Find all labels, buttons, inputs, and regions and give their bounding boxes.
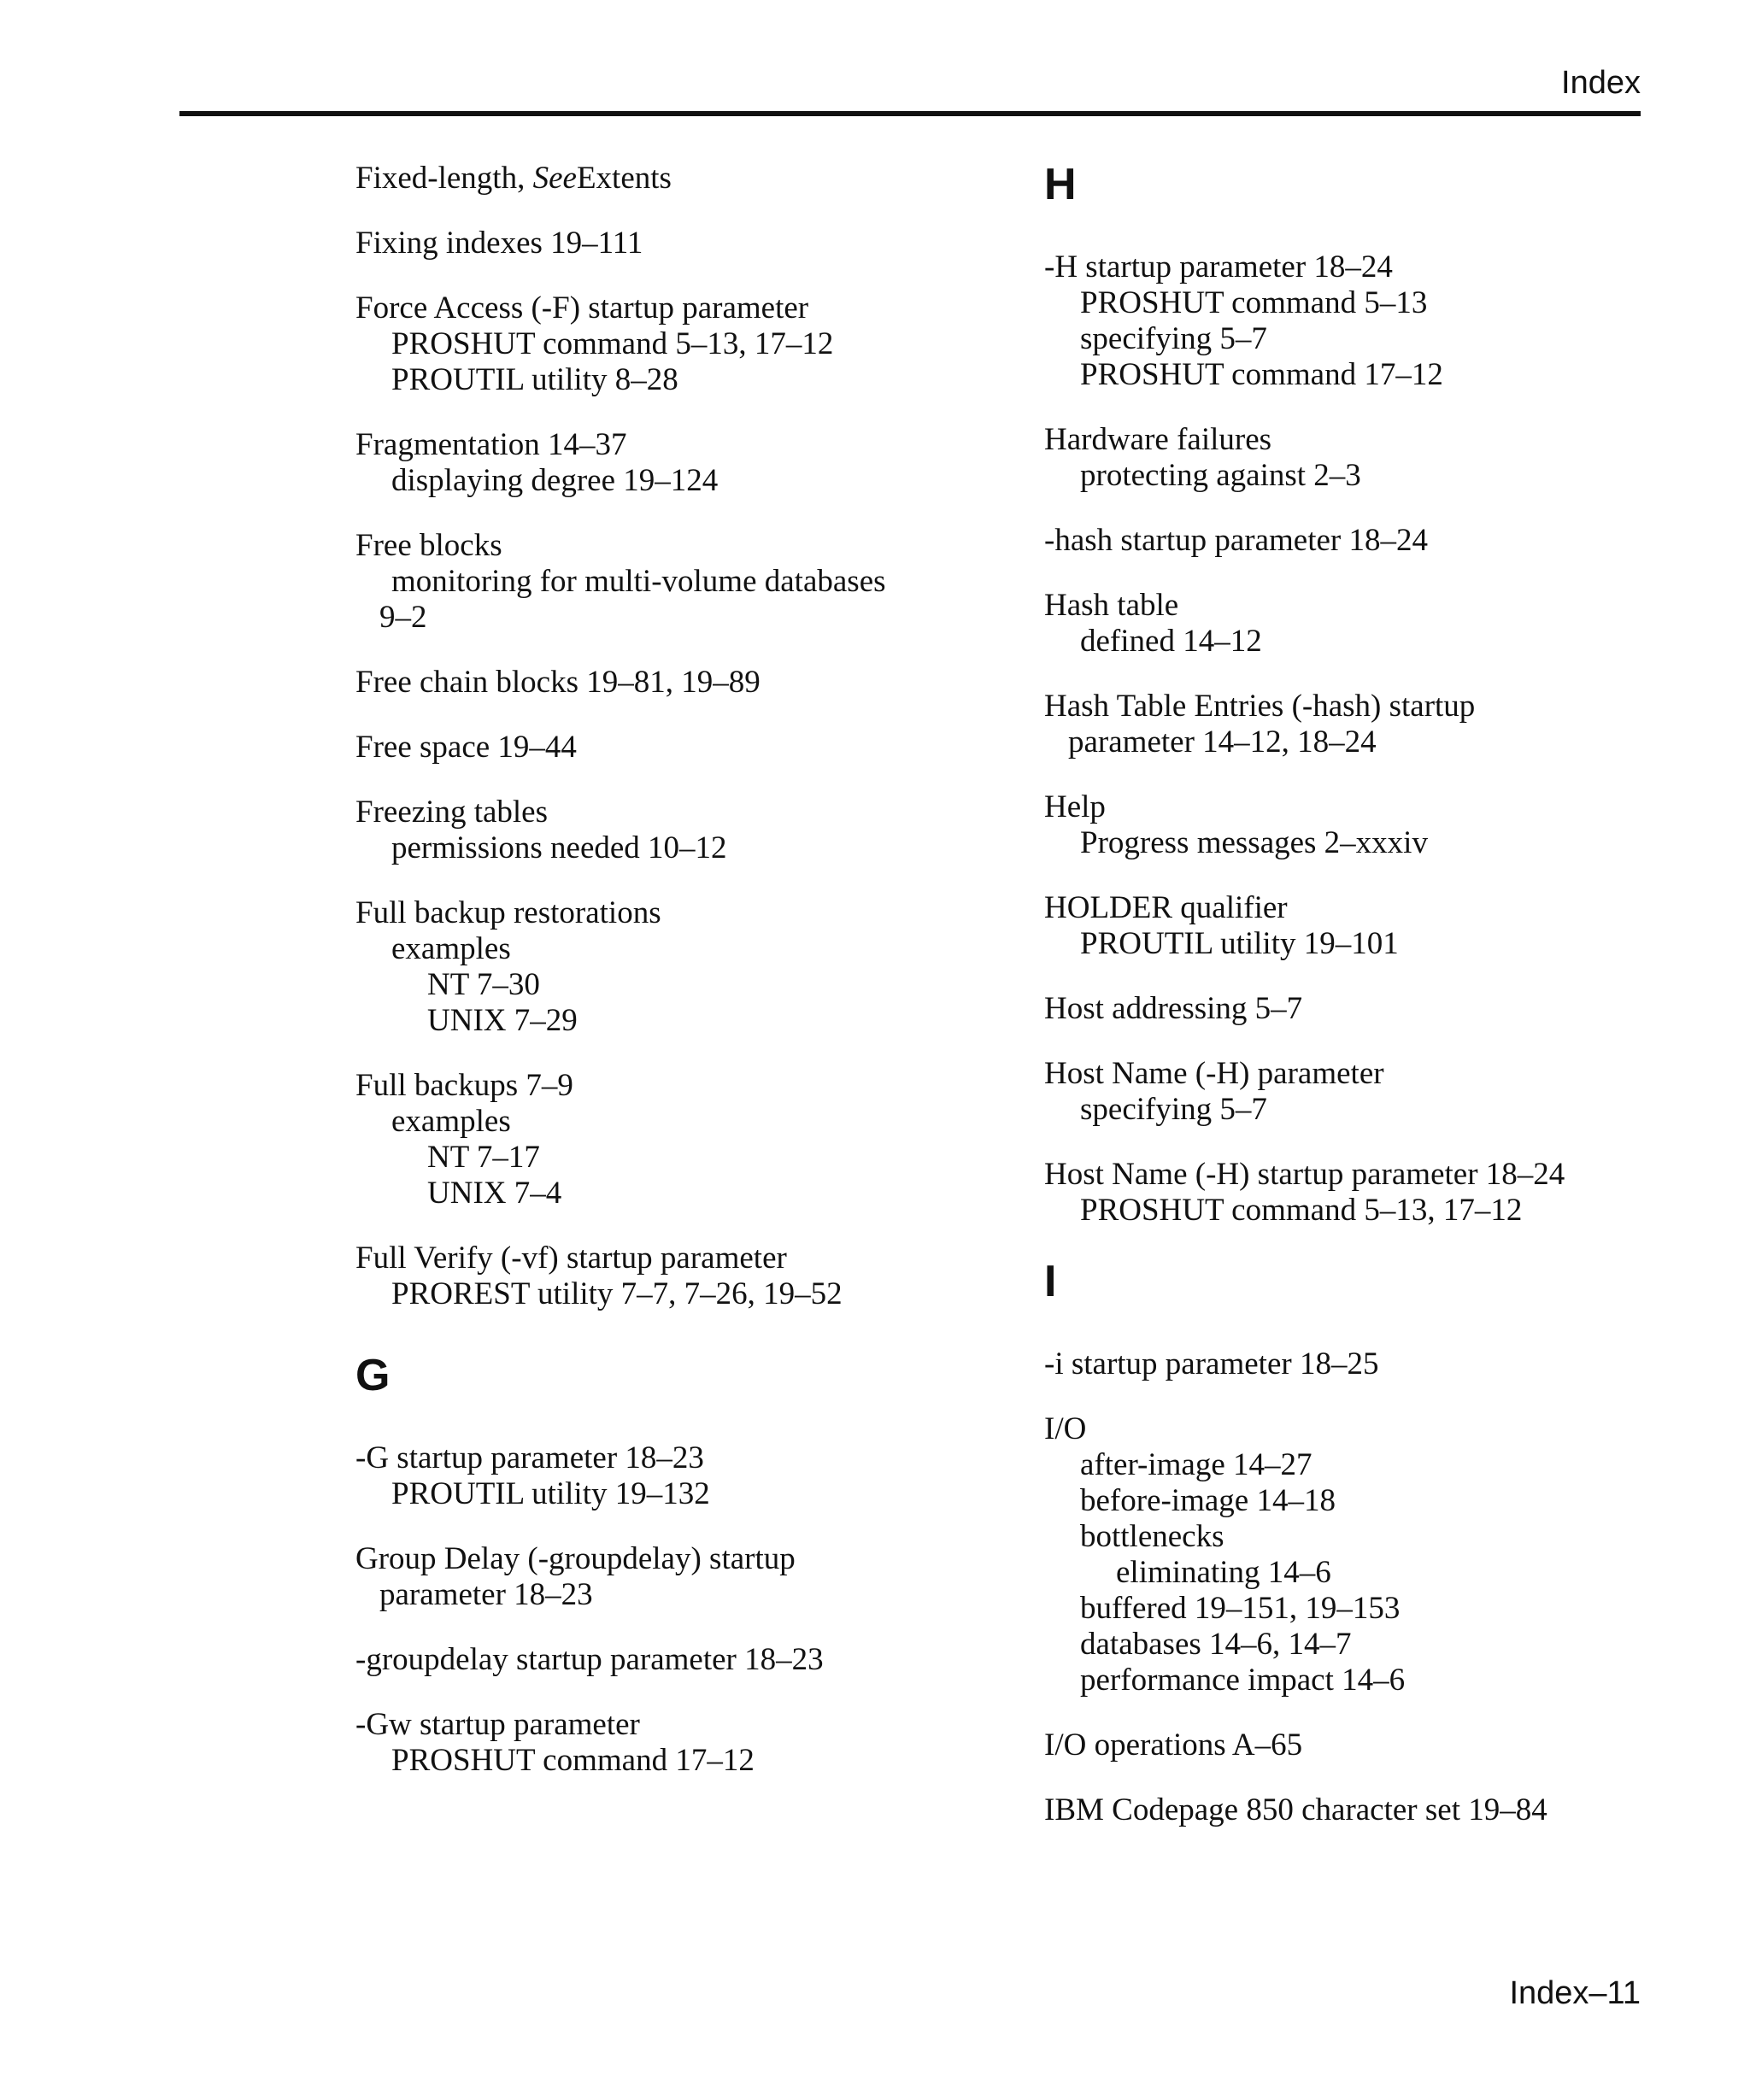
- index-subterm: monitoring for multi-volume databases: [391, 564, 886, 599]
- index-term: Hardware failures: [1044, 422, 1272, 457]
- index-term: -Gw startup parameter: [355, 1707, 640, 1742]
- index-term: Fragmentation 14–37: [355, 427, 627, 462]
- index-entry: [355, 1541, 1005, 1613]
- index-subterm: examples: [391, 931, 511, 966]
- index-entry: [1044, 1411, 1659, 1698]
- index-entry: [1044, 1728, 1659, 1763]
- section-letter-i: I: [1044, 1257, 1057, 1306]
- index-entry: [355, 730, 1005, 766]
- see-reference: See: [532, 161, 577, 196]
- index-term: Full backup restorations: [355, 895, 661, 930]
- index-entry: [355, 161, 1005, 197]
- index-subterm: PROREST utility 7–7, 7–26, 19–52: [391, 1276, 843, 1311]
- index-subsubterm: UNIX 7–29: [427, 1003, 578, 1038]
- index-term: Fixed-length, SeeExtents: [355, 161, 672, 196]
- index-term: Fixing indexes 19–111: [355, 226, 643, 261]
- index-subterm: Progress messages 2–xxxiv: [1080, 825, 1428, 860]
- index-subterm: protecting against 2–3: [1080, 458, 1361, 493]
- index-entry: [1044, 249, 1659, 393]
- index-term: Host Name (-H) parameter: [1044, 1056, 1384, 1091]
- index-subterm: PROSHUT command 5–13: [1080, 285, 1428, 320]
- index-entry: [355, 1440, 1005, 1512]
- index-column-right: [1044, 161, 1659, 1857]
- index-term: -H startup parameter 18–24: [1044, 249, 1393, 284]
- index-term: Host addressing 5–7: [1044, 991, 1303, 1026]
- index-term: Hash Table Entries (-hash) startup: [1044, 689, 1476, 724]
- index-subsubterm: UNIX 7–4: [427, 1176, 562, 1211]
- index-subterm: specifying 5–7: [1080, 321, 1267, 356]
- index-entry: [1044, 1346, 1659, 1382]
- index-entry: [1044, 1157, 1659, 1229]
- index-subsubterm: NT 7–30: [427, 967, 540, 1002]
- index-entry: [1044, 588, 1659, 660]
- index-term: Full Verify (-vf) startup parameter: [355, 1241, 787, 1276]
- index-subsubterm: eliminating 14–6: [1116, 1555, 1331, 1590]
- index-subterm: permissions needed 10–12: [391, 830, 727, 865]
- index-subsubterm: NT 7–17: [427, 1140, 540, 1175]
- index-subterm: examples: [391, 1104, 511, 1139]
- index-entry: [355, 528, 1005, 636]
- index-subterm: PROUTIL utility 19–132: [391, 1476, 710, 1511]
- index-term-continuation: parameter 18–23: [379, 1577, 593, 1612]
- header-rule: [179, 111, 1641, 116]
- page-number: Index–11: [1509, 1975, 1641, 2011]
- index-subterm: bottlenecks: [1080, 1519, 1224, 1554]
- index-term: HOLDER qualifier: [1044, 890, 1288, 925]
- index-subterm: PROSHUT command 5–13, 17–12: [391, 326, 834, 361]
- section-letter-g: G: [355, 1351, 391, 1400]
- section-letter-h: H: [1044, 160, 1077, 209]
- index-entry: [355, 427, 1005, 499]
- index-entry: [355, 1241, 1005, 1312]
- index-subterm: displaying degree 19–124: [391, 463, 719, 498]
- index-subterm: PROUTIL utility 19–101: [1080, 926, 1399, 961]
- index-entry: [355, 290, 1005, 398]
- index-term: Freezing tables: [355, 795, 548, 830]
- index-subterm: PROSHUT command 17–12: [391, 1743, 755, 1778]
- index-term: Full backups 7–9: [355, 1068, 573, 1103]
- index-subterm: before-image 14–18: [1080, 1483, 1336, 1518]
- index-entry: [355, 1707, 1005, 1779]
- index-term: I/O: [1044, 1411, 1087, 1446]
- index-subterm: performance impact 14–6: [1080, 1663, 1406, 1698]
- index-subterm: defined 14–12: [1080, 624, 1262, 659]
- index-entry: [355, 895, 1005, 1039]
- index-term: -hash startup parameter 18–24: [1044, 523, 1428, 558]
- index-entry: [1044, 991, 1659, 1027]
- index-subterm: PROUTIL utility 8–28: [391, 362, 678, 397]
- index-subterm: databases 14–6, 14–7: [1080, 1627, 1352, 1662]
- index-term: Help: [1044, 789, 1106, 824]
- index-entry: [1044, 1792, 1659, 1828]
- index-term: -G startup parameter 18–23: [355, 1440, 704, 1475]
- index-subterm-continuation: 9–2: [379, 600, 427, 635]
- running-head: Index: [1561, 65, 1641, 101]
- index-entry: [1044, 689, 1659, 760]
- index-subterm: PROSHUT command 17–12: [1080, 357, 1443, 392]
- index-term: Group Delay (-groupdelay) startup: [355, 1541, 796, 1576]
- index-entry: [1044, 1056, 1659, 1128]
- index-subterm: PROSHUT command 5–13, 17–12: [1080, 1193, 1523, 1228]
- index-term: Host Name (-H) startup parameter 18–24: [1044, 1157, 1565, 1192]
- index-entry: [1044, 422, 1659, 494]
- index-term: Free chain blocks 19–81, 19–89: [355, 665, 760, 700]
- index-column-left: [355, 161, 1005, 1808]
- index-subterm: after-image 14–27: [1080, 1447, 1312, 1482]
- index-term: IBM Codepage 850 character set 19–84: [1044, 1792, 1547, 1827]
- index-entry: [355, 665, 1005, 701]
- index-term: -groupdelay startup parameter 18–23: [355, 1642, 824, 1677]
- index-entry: [355, 795, 1005, 866]
- index-entry: [355, 1068, 1005, 1211]
- index-term: I/O operations A–65: [1044, 1728, 1303, 1763]
- index-entry: [1044, 789, 1659, 861]
- index-term: Force Access (-F) startup parameter: [355, 290, 809, 326]
- index-term-continuation: parameter 14–12, 18–24: [1068, 724, 1377, 760]
- index-entry: [355, 226, 1005, 261]
- index-entry: [1044, 890, 1659, 962]
- index-term: Free space 19–44: [355, 730, 577, 765]
- index-entry: [355, 1642, 1005, 1678]
- index-term: Hash table: [1044, 588, 1179, 623]
- index-term: -i startup parameter 18–25: [1044, 1346, 1379, 1381]
- index-entry: [1044, 523, 1659, 559]
- index-subterm: buffered 19–151, 19–153: [1080, 1591, 1401, 1626]
- index-subterm: specifying 5–7: [1080, 1092, 1267, 1127]
- index-term: Free blocks: [355, 528, 502, 563]
